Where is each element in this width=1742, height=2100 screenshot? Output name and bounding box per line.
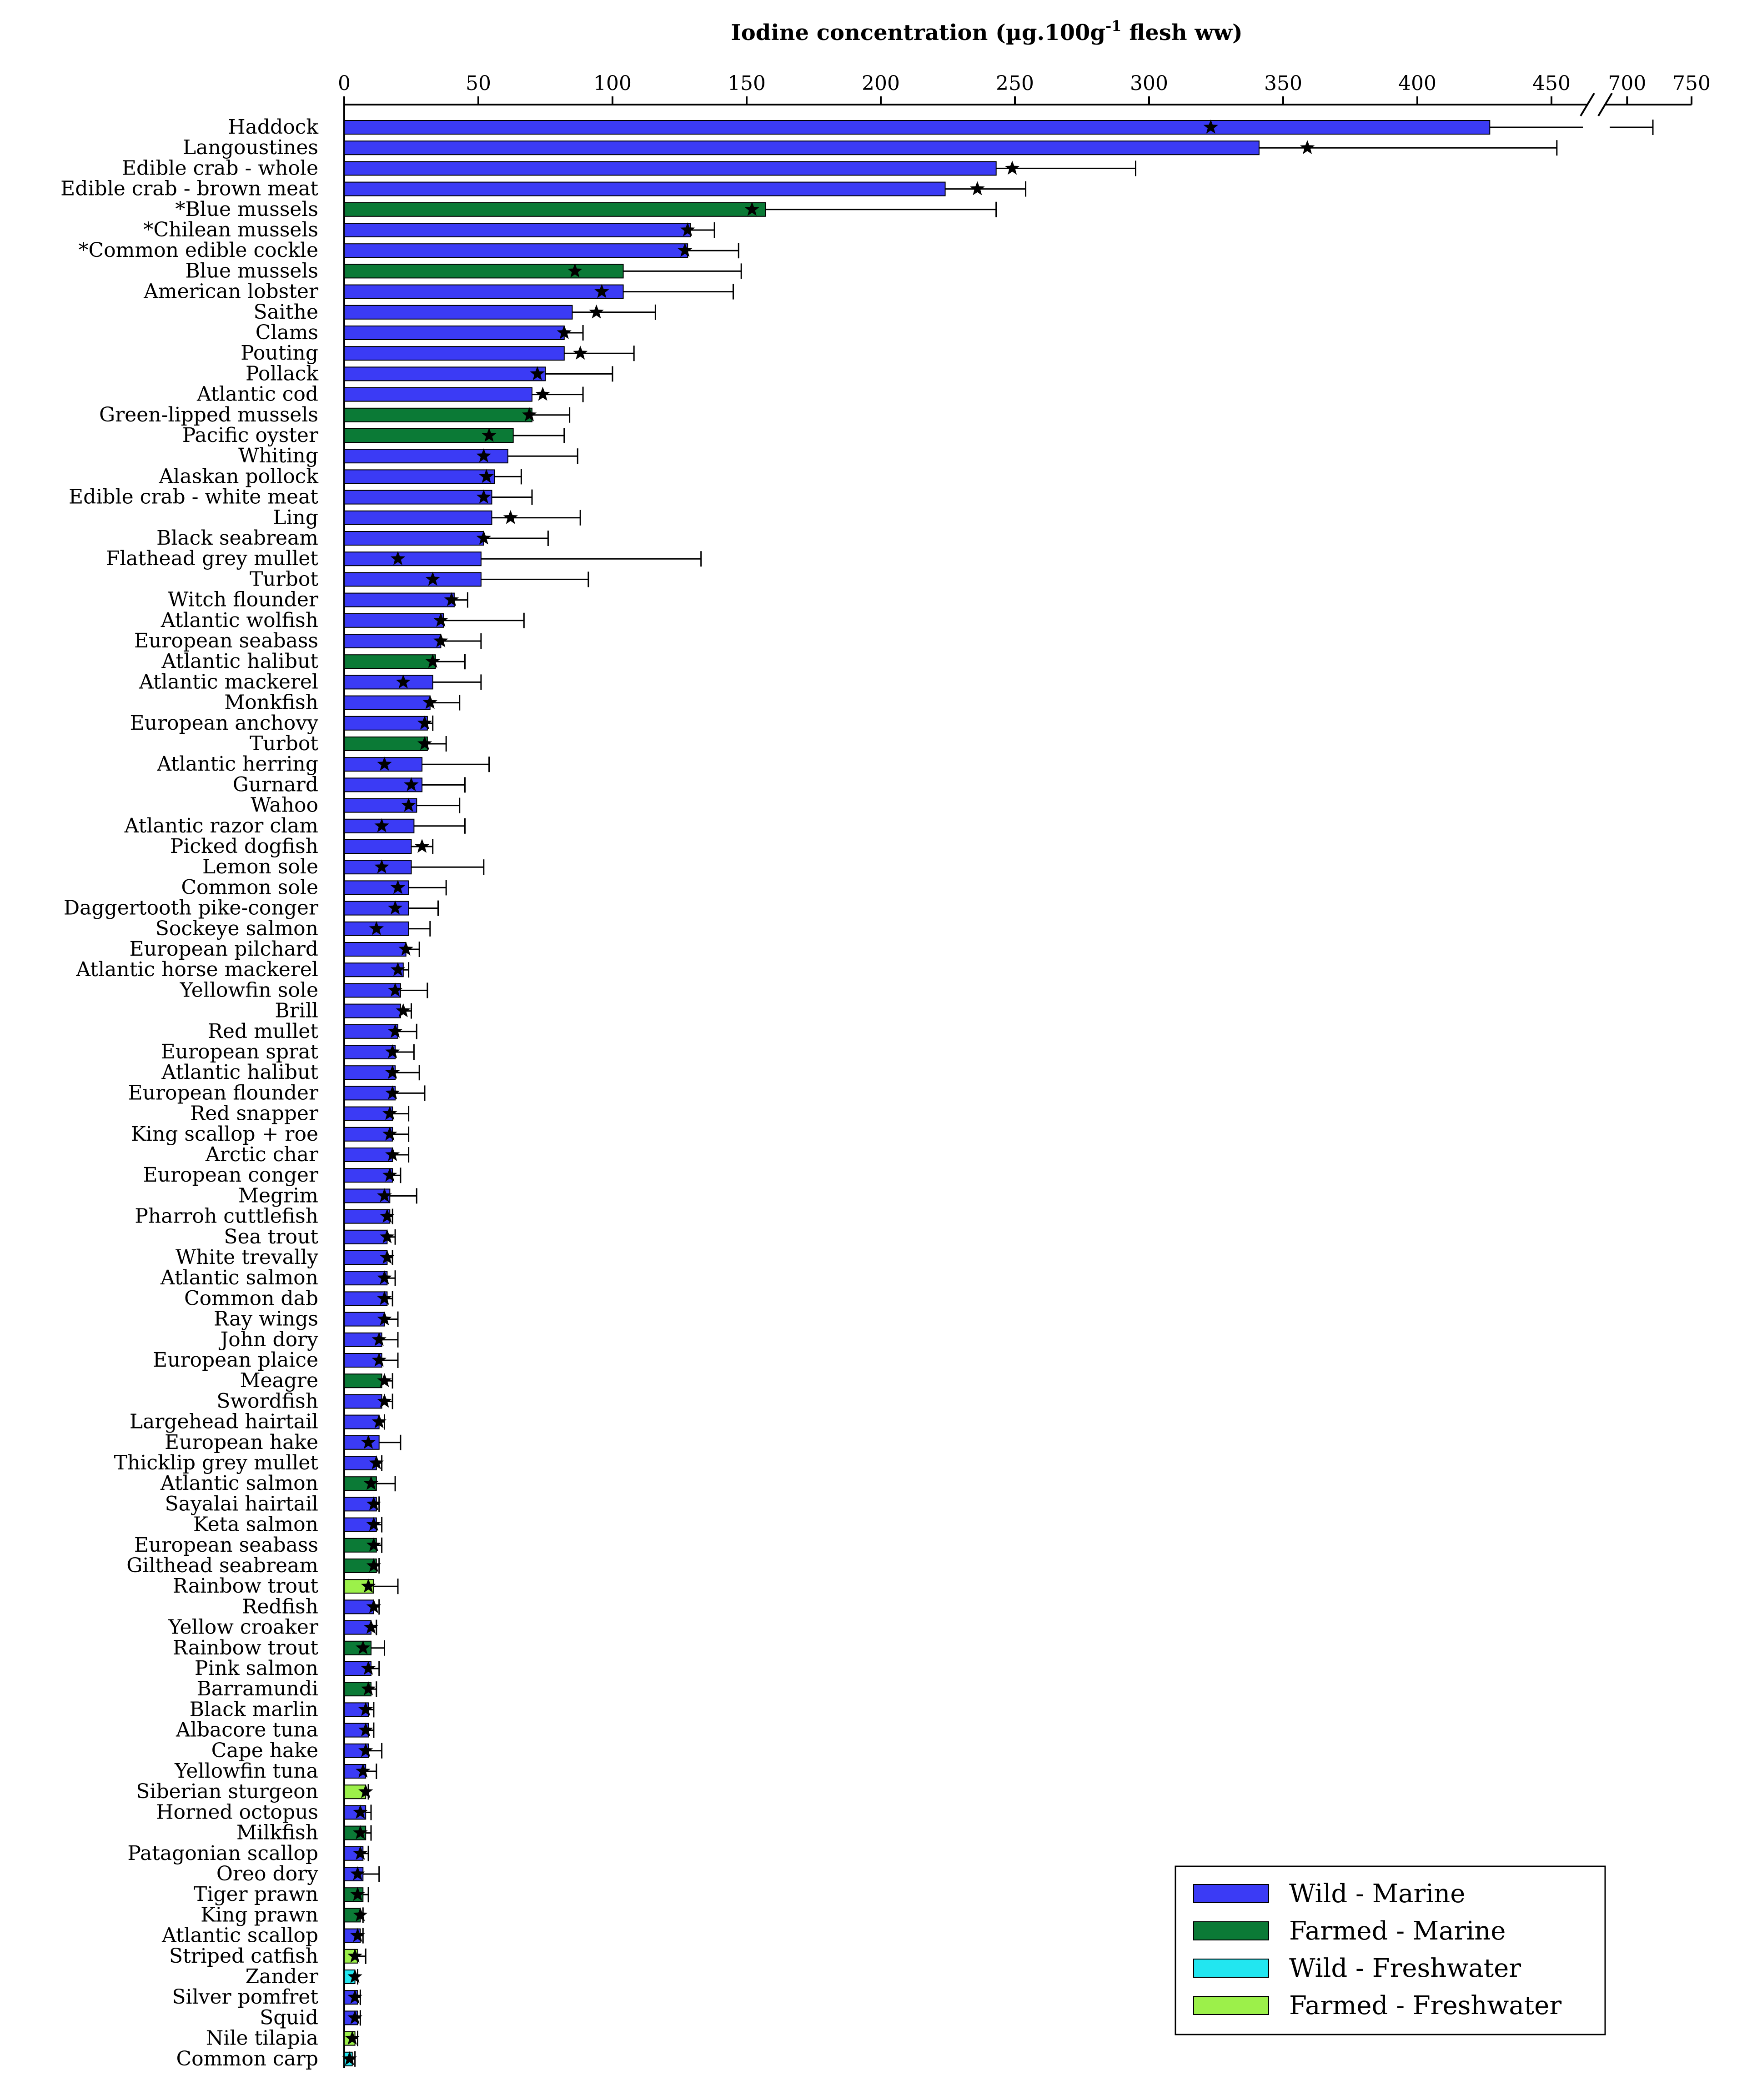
legend-label: Farmed - Freshwater [1289,1991,1562,2020]
median-star [415,839,429,853]
bar [344,511,492,525]
category-label: John dory [220,1328,318,1351]
category-label: Black seabream [156,526,318,550]
category-label: *Blue mussels [175,197,318,221]
bar [344,1107,392,1121]
bar-row [344,1312,398,1327]
category-label: Siberian sturgeon [136,1780,318,1804]
bar-row [344,1106,409,1122]
category-label: Picked dogfish [170,835,318,858]
bar-row [344,901,438,916]
bar [344,1394,382,1408]
bar [344,572,481,586]
bar-row [344,428,564,443]
category-label: Sockeye salmon [155,917,318,940]
bar-row [344,592,467,608]
category-label: Atlantic mackerel [139,670,318,694]
bar [344,1025,398,1038]
bar-row [344,387,583,402]
bar-row [344,613,524,628]
bar [344,388,532,401]
category-label: Saithe [253,300,318,324]
bar [344,264,623,278]
category-label: Pink salmon [194,1657,318,1680]
category-labels [60,115,319,2070]
category-label: Gurnard [232,773,318,797]
category-label: European flounder [128,1081,318,1105]
bar-row [344,777,465,792]
bar-row [344,1640,385,1656]
bar-row [344,1188,417,1203]
category-label: Nile tilapia [206,2026,318,2050]
bar-row [344,1393,392,1409]
bar-row [344,1270,395,1286]
bar [344,1251,387,1264]
bar-row [344,674,481,690]
category-label: Turbot [249,567,318,591]
category-label: Atlantic wolfish [161,608,318,632]
bar-row [344,1353,398,1368]
bar [344,346,564,360]
bar-row [344,1127,409,1142]
bar [344,696,430,710]
category-label: Brill [275,999,318,1022]
bar [344,675,433,689]
bar-row [344,448,577,464]
bar-row [344,1085,425,1101]
category-label: Clams [255,321,318,344]
bar-row [344,1332,398,1348]
category-label: Lemon sole [202,855,318,879]
category-label: *Chilean mussels [143,218,318,241]
x-axis-title [731,17,1242,45]
bar-row [344,222,714,238]
category-label: Common carp [176,2047,318,2070]
bar [344,552,481,566]
bar-row [344,1229,395,1245]
bar-row [344,880,446,895]
category-label: Thicklip grey mullet [114,1451,318,1474]
bar-row [344,1990,362,2005]
bar-row [344,490,532,505]
category-label: Atlantic herring [157,752,318,776]
bar [344,614,443,627]
bar-row [344,2010,362,2025]
legend-label: Wild - Marine [1289,1879,1466,1909]
category-label: Atlantic scallop [162,1924,318,1947]
category-label: European hake [164,1430,318,1454]
bar-row [344,1702,374,1717]
x-tick-label: 200 [862,72,900,95]
bar-row [344,202,996,217]
category-label: American lobster [144,280,318,303]
category-label: Blue mussels [185,259,318,283]
x-tick-label: 300 [1130,72,1168,95]
bar [344,285,623,299]
bar-row [344,1517,382,1533]
category-label: Tiger prawn [193,1883,318,1906]
category-label: Zander [245,1965,318,1988]
x-tick-label: 50 [466,72,491,95]
x-tick-label: 350 [1264,72,1302,95]
category-label: White trevally [175,1246,318,1269]
median-star [970,181,984,195]
bar-row [344,571,588,587]
bar-row [344,942,419,957]
category-label: European sprat [161,1040,318,1063]
legend-swatch [1194,1922,1269,1940]
category-label: Monkfish [224,691,318,714]
category-label: Wahoo [251,793,318,817]
median-star [1005,160,1019,175]
median-star [573,346,587,360]
bar-row [344,1723,374,1738]
category-label: European anchovy [130,711,318,735]
bar [344,223,690,237]
category-label: Daggertooth pike-conger [63,896,318,920]
bar-row [344,325,583,341]
x-tick-label: 750 [1672,72,1711,95]
bar [344,942,406,956]
bar-row [344,531,548,546]
category-label: Flathead grey mullet [105,547,318,571]
category-label: Cape hake [211,1739,318,1762]
bar-row [344,1579,398,1594]
bar [344,408,532,422]
bar-row [344,263,741,279]
legend-swatch [1194,1884,1269,1903]
bar [344,470,494,483]
category-label: European seabass [134,629,318,652]
median-star [1300,140,1315,154]
x-axis-title-superscript: -1 [1105,17,1122,35]
bar [344,120,1490,134]
category-label: Gilthead seabream [126,1554,318,1577]
x-tick-label: 400 [1398,72,1436,95]
x-tick-label: 450 [1532,72,1571,95]
bar [344,1415,379,1429]
bar-row [344,1558,381,1574]
bar-row [344,1455,384,1471]
bar-row [344,120,1653,135]
category-label: European pilchard [129,937,318,961]
bar-row [344,757,489,772]
bar-row [344,1024,417,1039]
x-axis-title-unit: flesh ww) [1121,20,1243,45]
bar-row [342,2051,357,2067]
legend [1175,1866,1605,2035]
bar [344,306,572,319]
category-label: Common sole [181,876,318,899]
category-label: Barramundi [196,1677,318,1701]
category-label: European seabass [134,1533,318,1557]
category-label: Arctic char [205,1143,318,1166]
category-label: Atlantic horse mackerel [76,958,318,982]
category-label: Alaskan pollock [159,465,318,488]
bar [344,141,1259,155]
category-label: Ray wings [213,1307,318,1331]
x-tick-label: 150 [728,72,766,95]
bar [344,1374,382,1388]
category-label: Silver pomfret [172,1985,318,2009]
x-tick-label: 700 [1608,72,1647,95]
bar-row [344,716,433,731]
bar-row [344,1764,377,1779]
legend-label: Wild - Freshwater [1289,1954,1521,1983]
category-label: Meagre [240,1369,318,1393]
category-label: Common dab [184,1287,318,1310]
bar-row [344,1681,377,1697]
x-tick-label: 250 [996,72,1034,95]
bar [344,1168,392,1182]
category-label: Ling [273,506,318,529]
bar [344,1313,385,1326]
bar-row [344,1496,381,1512]
category-label: Megrim [238,1184,318,1208]
category-label: Pharroh cuttlefish [135,1204,318,1228]
bar-row [344,1538,382,1553]
category-label: King prawn [201,1903,318,1927]
bar [344,737,427,751]
bar-row [344,1003,412,1019]
legend-label: Farmed - Marine [1289,1916,1506,1946]
bar [344,1456,377,1470]
bar-row [344,1907,368,1923]
bar-row [344,921,430,937]
bar-row [344,1928,365,1944]
bar-row [344,1949,366,1964]
category-label: Sayalai hairtail [165,1492,318,1516]
bar [344,840,412,853]
bar-row [344,469,521,484]
category-label: Atlantic salmon [160,1266,318,1290]
bar-row [344,2031,360,2046]
bar [344,1128,392,1141]
category-label: Atlantic halibut [161,650,318,673]
bar-row [344,1373,392,1388]
bar [344,203,765,216]
bar [344,1045,395,1059]
category-label: Pacific oyster [182,424,318,447]
bar-row [344,1414,387,1430]
bar-row [344,1168,401,1183]
bar-row [344,305,655,320]
bar-row [344,859,484,875]
median-star [535,387,550,401]
bar-row [344,1661,379,1676]
category-label: Oreo dory [216,1862,318,1885]
bar-row [344,551,701,566]
bar [344,1230,387,1244]
bar-row [344,982,427,998]
category-label: Squid [260,2006,318,2030]
category-label: Edible crab - white meat [69,485,318,509]
bar [344,326,564,340]
bar [344,1066,395,1079]
bar-row [344,633,481,649]
category-label: Patagonian scallop [127,1841,318,1865]
bar [344,491,492,504]
bar-row [344,1599,381,1614]
category-label: Red snapper [190,1102,318,1125]
bar-row [344,1804,371,1820]
bar-row [344,839,433,854]
bar-row [344,1743,382,1759]
bar-row [344,1887,368,1902]
category-label: King scallop + roe [131,1122,318,1146]
category-label: Milkfish [236,1821,318,1844]
category-label: European plaice [153,1348,318,1372]
bar-row [344,962,409,977]
bar-row [344,798,460,813]
x-axis-title-main: Iodine concentration (µg.100g [731,20,1105,45]
category-label: Largehead hairtail [129,1410,318,1433]
category-label: Redfish [242,1595,318,1619]
bar-row [344,510,580,526]
bar [344,634,441,648]
bar-row [344,1825,371,1841]
bar [344,1436,379,1449]
bar [344,1004,401,1018]
category-label: Yellowfin tuna [175,1759,318,1783]
bar-row [344,160,1136,176]
bar [344,1148,392,1162]
category-label: Yellow croaker [168,1615,318,1639]
category-label: Atlantic halibut [161,1061,318,1084]
category-label: Rainbow trout [172,1574,318,1598]
bar [344,1600,374,1614]
bar [344,182,945,196]
legend-swatch [1194,1959,1269,1977]
bars [342,120,1653,2067]
bar-row [344,818,465,834]
bar [344,244,688,257]
bar [344,717,427,730]
bar [344,655,436,668]
category-label: Striped catfish [169,1944,318,1968]
bar-row [344,407,570,423]
category-label: Pouting [241,341,318,365]
bar-row [344,695,460,711]
category-label: Atlantic salmon [160,1472,318,1495]
bar-row [344,346,634,361]
category-label: Atlantic razor clam [124,814,318,837]
bar-row [344,654,465,669]
category-label: Langoustines [182,136,318,160]
median-star [503,510,518,524]
category-label: Horned octopus [156,1800,318,1824]
category-label: Black marlin [189,1698,318,1721]
bar-row [344,1291,392,1306]
legend-swatch [1194,1996,1269,2015]
category-label: Albacore tuna [176,1718,318,1742]
x-tick-label: 0 [338,72,351,95]
bar-row [344,1846,368,1861]
category-label: Swordfish [216,1389,318,1413]
bar [344,367,546,381]
bar-row [344,1250,395,1265]
bar-row [344,1209,395,1224]
bar-row [344,243,738,258]
bar-row [344,1866,379,1882]
bar-row [344,1044,414,1060]
bar-row [344,1147,409,1163]
category-label: European conger [143,1163,318,1187]
bar-row [344,736,446,752]
category-label: Haddock [228,115,318,139]
category-label: Atlantic cod [196,382,318,406]
bar-row [344,366,612,381]
bar [344,593,454,607]
category-label: Pollack [246,362,318,386]
bar-row [344,181,1026,197]
bar-row [344,1476,395,1491]
category-label: Whiting [238,444,318,468]
bar [344,1086,395,1100]
category-label: *Common edible cockle [78,239,318,262]
category-label: Turbot [249,732,318,755]
median-star [589,305,603,319]
bar [344,161,996,175]
bar-row [344,1784,373,1799]
bar-row [344,284,733,300]
category-label: Red mullet [207,1019,318,1043]
bar-row [344,1065,419,1080]
bar [344,531,484,545]
category-label: Edible crab - whole [121,156,318,180]
category-label: Edible crab - brown meat [60,177,318,200]
category-label: Witch flounder [168,588,318,611]
bar-row [344,1969,362,1985]
bar-row [344,1620,378,1635]
category-label: Sea trout [224,1225,318,1248]
category-label: Green-lipped mussels [99,403,318,426]
bar-row [344,140,1557,155]
x-tick-label: 100 [593,72,632,95]
bar-row [344,1435,401,1450]
category-label: Rainbow trout [172,1636,318,1659]
category-label: Keta salmon [193,1513,318,1536]
category-label: Yellowfin sole [180,978,318,1002]
